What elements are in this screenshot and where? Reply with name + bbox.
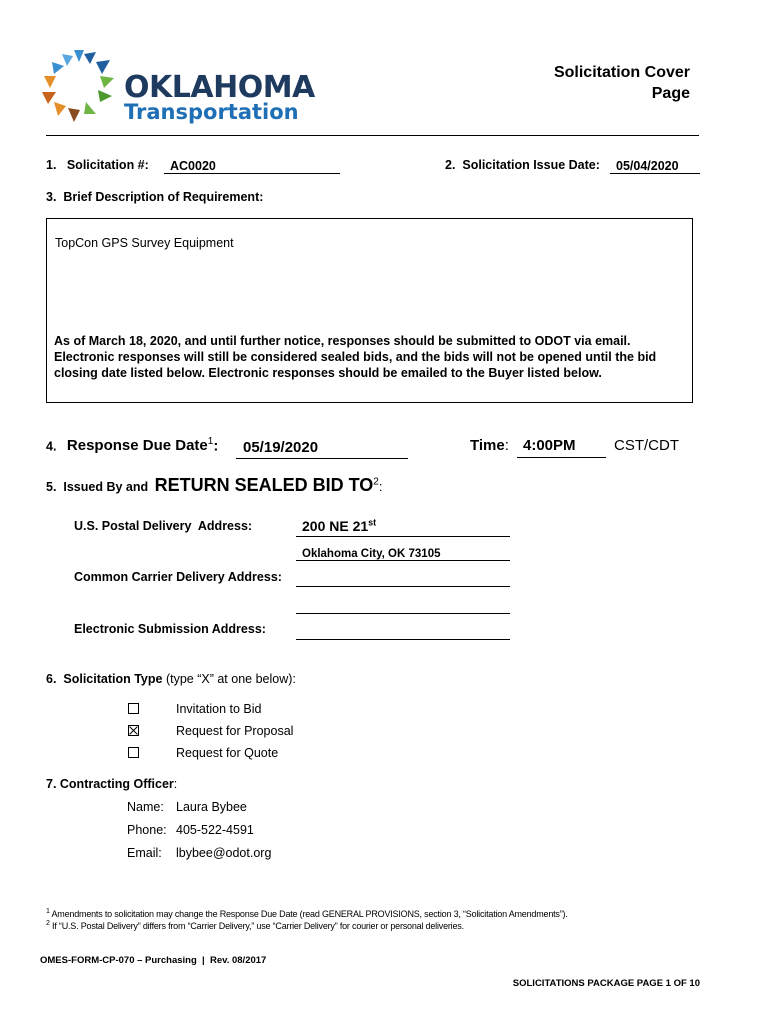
invitation-to-bid-label: Invitation to Bid xyxy=(176,702,262,716)
issued-by-text: 5. Issued By and xyxy=(46,480,149,494)
contracting-officer-label: 7. Contracting Officer: xyxy=(46,777,178,791)
issued-footnote-ref: 2 xyxy=(373,476,379,488)
postal-address-line2-field[interactable] xyxy=(296,544,510,561)
request-for-proposal-label: Request for Proposal xyxy=(176,724,294,738)
page-title-line2: Page xyxy=(651,85,690,102)
response-due-label xyxy=(46,436,218,455)
solicitation-number-value: AC0020 xyxy=(170,159,216,173)
description-label: 3. Brief Description of Requirement: xyxy=(46,190,264,204)
star-logo-icon xyxy=(40,48,118,124)
officer-email-label: Email: xyxy=(127,846,162,860)
time-value: 4:00PM xyxy=(523,437,576,454)
due-number: 4. xyxy=(46,439,57,454)
time-text: Time xyxy=(470,437,505,454)
officer-phone-value: 405-522-4591 xyxy=(176,823,254,837)
time-label xyxy=(470,437,509,454)
postal-address-line1: 200 NE 21st xyxy=(302,517,377,534)
postal-address-line2: Oklahoma City, OK 73105 xyxy=(302,548,441,560)
logo-oklahoma-text: OKLAHOMA xyxy=(124,70,315,105)
due-colon: : xyxy=(213,437,219,455)
issue-date-label: 2. Solicitation Issue Date: xyxy=(445,158,600,172)
invitation-to-bid-checkbox[interactable] xyxy=(128,703,139,714)
due-footnote-ref: 1 xyxy=(207,436,214,447)
description-text: TopCon GPS Survey Equipment xyxy=(55,236,234,250)
officer-phone-label: Phone: xyxy=(127,823,167,837)
page-title-line1: Solicitation Cover xyxy=(553,64,690,81)
solicitation-type-label: 6. Solicitation Type (type “X” at one below): xyxy=(46,672,296,686)
response-due-field[interactable] xyxy=(236,439,408,459)
logo-transportation-text: Transportation xyxy=(124,100,299,124)
page-title xyxy=(554,62,690,104)
footnote-1: $^1$ Amendments to solicitation may change the Response Due Date (read GENERAL PROVISIONS, section 3, “Solicitation Amendments”). xyxy=(46,908,568,919)
solicitation-number-label: 1. Solicitation #: xyxy=(46,158,149,172)
request-for-proposal-checkbox[interactable] xyxy=(128,725,139,736)
form-id: OMES-FORM-CP-070 – Purchasing | Rev. 08/2017 xyxy=(40,955,267,966)
electronic-address-label: Electronic Submission Address: xyxy=(74,622,266,636)
odot-logo xyxy=(40,48,315,124)
email-notice-text: As of March 18, 2020, and until further notice, responses should be submitted to ODOT via email. Electronic responses will still be considered sealed bids, and the bids will not be opened until the bid closing date listed below. Electronic responses should be emailed to the Buyer listed below. xyxy=(54,334,657,380)
due-text: Response Due Date xyxy=(66,437,208,455)
time-zone: CST/CDT xyxy=(614,437,679,454)
carrier-address-line1-field[interactable] xyxy=(296,570,510,587)
electronic-address-field[interactable] xyxy=(296,623,510,640)
carrier-address-label: Common Carrier Delivery Address: xyxy=(74,570,282,584)
issued-by-label xyxy=(46,475,382,496)
officer-name-label: Name: xyxy=(127,800,164,814)
description-box[interactable] xyxy=(46,218,693,403)
carrier-address-line2-field[interactable] xyxy=(296,597,510,614)
issued-colon: : xyxy=(378,479,383,494)
time-field[interactable] xyxy=(517,437,606,458)
header-divider xyxy=(46,135,699,136)
return-sealed-bid-text: RETURN SEALED BID TO xyxy=(154,475,374,495)
request-for-quote-checkbox[interactable] xyxy=(128,747,139,758)
response-due-value: 05/19/2020 xyxy=(243,439,319,456)
issue-date-field[interactable] xyxy=(610,157,700,174)
postal-address-label: U.S. Postal Delivery Address: xyxy=(74,519,253,533)
postal-address-line1-field[interactable] xyxy=(296,517,510,537)
officer-email-value: lbybee@odot.org xyxy=(176,846,272,860)
page-number: SOLICITATIONS PACKAGE PAGE 1 OF 10 xyxy=(512,978,700,989)
footnote-2: $^2$ If “U.S. Postal Delivery” differs from “Carrier Delivery,” use “Carrier Delivery” for courier or personal deliveries. xyxy=(46,920,464,931)
issue-date-value: 05/04/2020 xyxy=(616,159,679,173)
time-colon: : xyxy=(504,437,509,454)
officer-name-value: Laura Bybee xyxy=(176,800,247,814)
solicitation-number-field[interactable] xyxy=(164,157,340,174)
request-for-quote-label: Request for Quote xyxy=(176,746,279,760)
